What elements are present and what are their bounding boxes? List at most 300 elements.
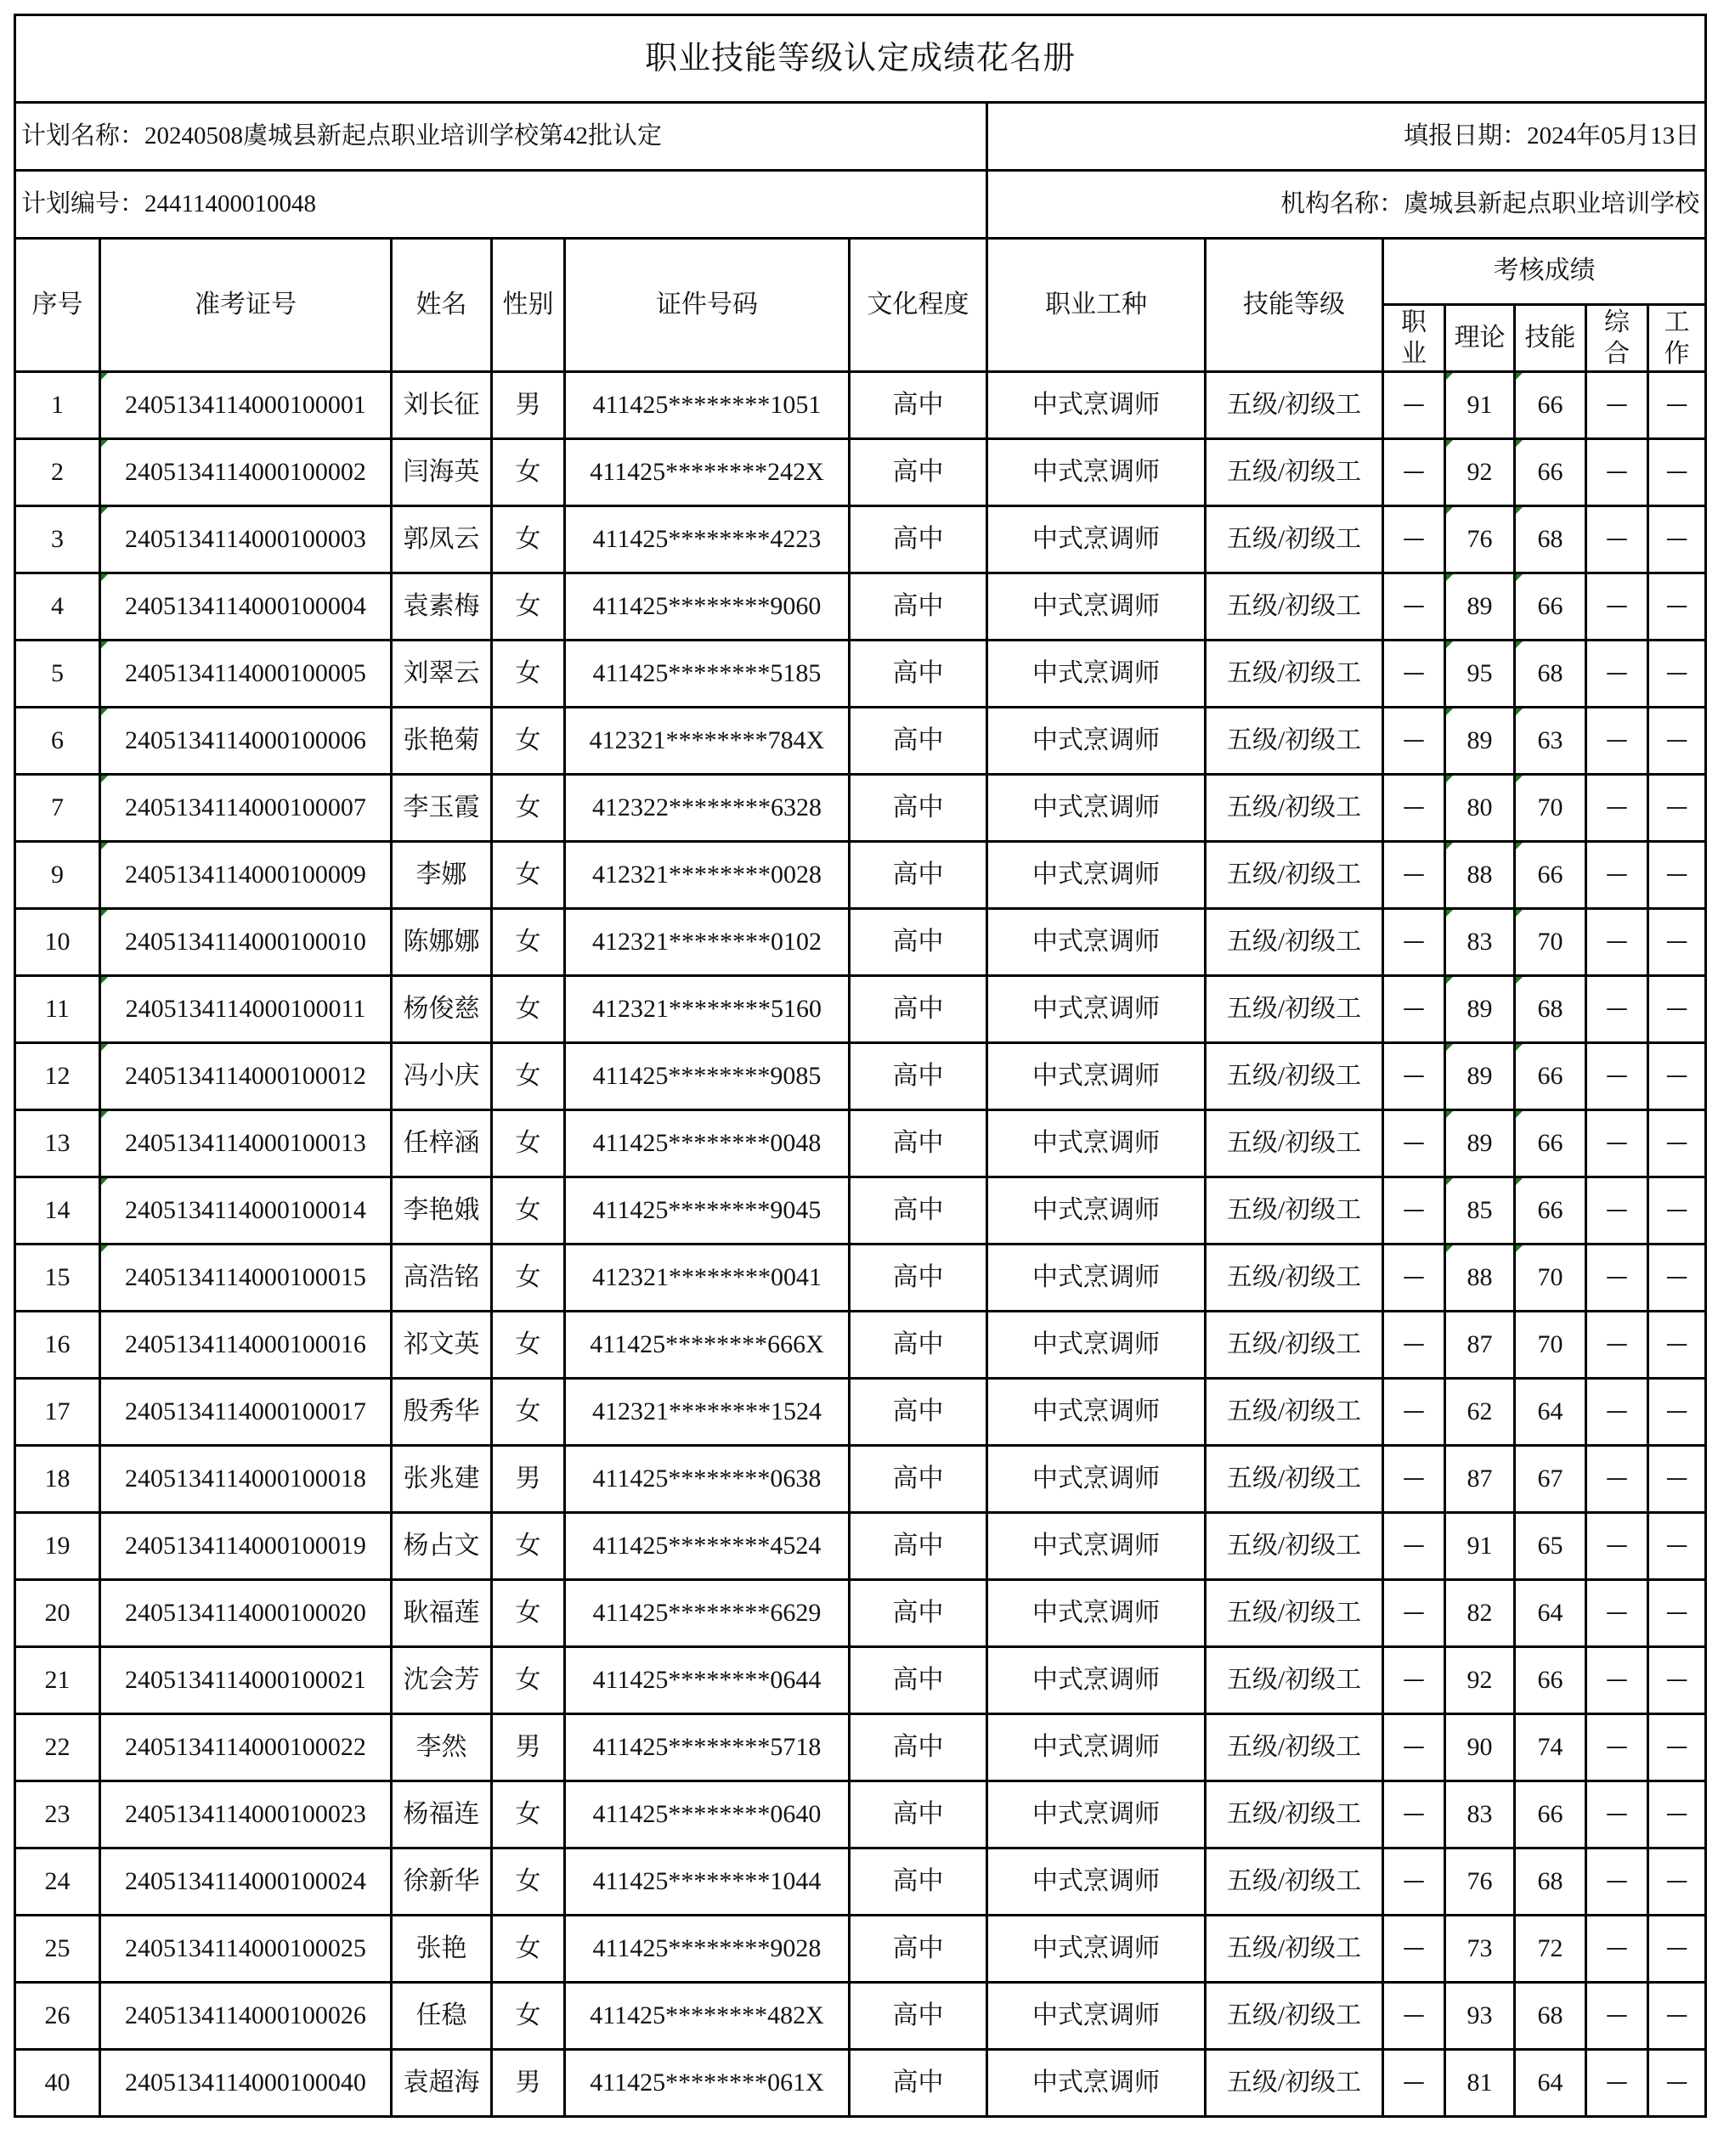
cell-education: 高中 [850,1580,987,1647]
cell-theory: 95 [1445,641,1515,708]
cell-skill: 74 [1515,1714,1586,1781]
cell-gender: 女 [492,1647,565,1714]
cell-id-number: 412321********0102 [565,909,850,976]
cell-occupation: 中式烹调师 [987,1379,1206,1446]
cell-id-number: 411425********5718 [565,1714,850,1781]
table-row [15,1647,1706,1714]
table-row [15,506,1706,573]
cell-occupation: 中式烹调师 [987,775,1206,842]
cell-gender: 女 [492,1312,565,1379]
cell-seq: 7 [15,775,100,842]
cell-occupation: 中式烹调师 [987,1916,1206,1983]
cell-skill-level: 五级/初级工 [1206,372,1383,439]
cell-seq: 1 [15,372,100,439]
plan-id-cell [15,171,987,239]
cell-skill: 68 [1515,506,1586,573]
cell-exam-id: 2405134114000100021 [100,1647,392,1714]
cell-name: 杨俊慈 [392,976,492,1043]
cell-theory: 93 [1445,1983,1515,2050]
table-row [15,1916,1706,1983]
cell-name: 高浩铭 [392,1244,492,1312]
cell-vocational: — [1383,1312,1445,1379]
table-row [15,1244,1706,1312]
cell-seq: 16 [15,1312,100,1379]
cell-work: — [1648,641,1706,708]
cell-skill: 65 [1515,1513,1586,1580]
cell-work: — [1648,909,1706,976]
roster-sheet [14,14,1704,2118]
cell-seq: 9 [15,842,100,909]
cell-work: — [1648,2050,1706,2117]
cell-exam-id: 2405134114000100016 [100,1312,392,1379]
cell-exam-id: 2405134114000100022 [100,1714,392,1781]
plan-id-value: 24411400010048 [144,189,316,217]
header-work-char1: 工 [1664,308,1690,336]
cell-seq: 11 [15,976,100,1043]
cell-education: 高中 [850,506,987,573]
cell-comprehensive: — [1586,573,1648,641]
header-education: 文化程度 [850,239,987,372]
table-row [15,439,1706,506]
cell-gender: 男 [492,2050,565,2117]
cell-skill-level: 五级/初级工 [1206,439,1383,506]
cell-skill-level: 五级/初级工 [1206,1177,1383,1244]
cell-name: 杨占文 [392,1513,492,1580]
cell-exam-id: 2405134114000100026 [100,1983,392,2050]
cell-exam-id: 2405134114000100014 [100,1177,392,1244]
cell-occupation: 中式烹调师 [987,976,1206,1043]
cell-comprehensive: — [1586,506,1648,573]
table-row [15,641,1706,708]
cell-skill: 70 [1515,909,1586,976]
org-name-cell [987,171,1706,239]
cell-skill: 67 [1515,1446,1586,1513]
header-comprehensive-char1: 综 [1604,308,1630,336]
cell-seq: 40 [15,2050,100,2117]
table-row [15,1848,1706,1916]
cell-skill-level: 五级/初级工 [1206,1043,1383,1110]
table-row [15,775,1706,842]
cell-skill: 66 [1515,1647,1586,1714]
cell-theory: 91 [1445,1513,1515,1580]
cell-skill-level: 五级/初级工 [1206,1244,1383,1312]
header-work-char2: 作 [1664,340,1690,368]
table-row [15,909,1706,976]
cell-name: 张艳 [392,1916,492,1983]
cell-gender: 女 [492,1983,565,2050]
cell-vocational: — [1383,2050,1445,2117]
cell-name: 张艳菊 [392,708,492,775]
cell-id-number: 412321********0028 [565,842,850,909]
cell-theory: 91 [1445,372,1515,439]
header-vocational-char2: 业 [1401,340,1427,368]
cell-education: 高中 [850,1110,987,1177]
cell-seq: 21 [15,1647,100,1714]
cell-comprehensive: — [1586,1244,1648,1312]
cell-id-number: 411425********482X [565,1983,850,2050]
cell-skill: 66 [1515,842,1586,909]
cell-skill: 68 [1515,976,1586,1043]
cell-skill-level: 五级/初级工 [1206,1916,1383,1983]
cell-occupation: 中式烹调师 [987,506,1206,573]
cell-theory: 88 [1445,1244,1515,1312]
cell-comprehensive: — [1586,775,1648,842]
cell-seq: 12 [15,1043,100,1110]
cell-gender: 男 [492,1446,565,1513]
cell-id-number: 412321********0041 [565,1244,850,1312]
cell-id-number: 411425********6629 [565,1580,850,1647]
cell-comprehensive: — [1586,1513,1648,1580]
table-row [15,1312,1706,1379]
cell-skill-level: 五级/初级工 [1206,1848,1383,1916]
cell-name: 任梓涵 [392,1110,492,1177]
cell-work: — [1648,1446,1706,1513]
cell-skill-level: 五级/初级工 [1206,1513,1383,1580]
cell-education: 高中 [850,1312,987,1379]
cell-seq: 22 [15,1714,100,1781]
cell-work: — [1648,1043,1706,1110]
cell-gender: 女 [492,775,565,842]
cell-skill-level: 五级/初级工 [1206,506,1383,573]
cell-exam-id: 2405134114000100006 [100,708,392,775]
table-row [15,1043,1706,1110]
cell-vocational: — [1383,1043,1445,1110]
cell-vocational: — [1383,641,1445,708]
cell-skill: 66 [1515,439,1586,506]
cell-work: — [1648,1244,1706,1312]
cell-occupation: 中式烹调师 [987,1446,1206,1513]
cell-work: — [1648,842,1706,909]
cell-exam-id: 2405134114000100001 [100,372,392,439]
cell-theory: 85 [1445,1177,1515,1244]
cell-gender: 女 [492,1848,565,1916]
cell-gender: 男 [492,1714,565,1781]
cell-vocational: — [1383,439,1445,506]
roster-body [15,372,1706,2117]
cell-vocational: — [1383,573,1445,641]
cell-theory: 90 [1445,1714,1515,1781]
cell-seq: 13 [15,1110,100,1177]
cell-comprehensive: — [1586,1043,1648,1110]
cell-gender: 女 [492,1580,565,1647]
cell-work: — [1648,775,1706,842]
cell-vocational: — [1383,372,1445,439]
table-row [15,1714,1706,1781]
cell-skill: 66 [1515,372,1586,439]
cell-name: 刘翠云 [392,641,492,708]
cell-skill: 68 [1515,1848,1586,1916]
cell-work: — [1648,1110,1706,1177]
cell-name: 杨福连 [392,1781,492,1848]
cell-skill: 68 [1515,1983,1586,2050]
cell-occupation: 中式烹调师 [987,641,1206,708]
cell-name: 陈娜娜 [392,909,492,976]
cell-vocational: — [1383,775,1445,842]
cell-skill: 66 [1515,1043,1586,1110]
cell-vocational: — [1383,1244,1445,1312]
cell-skill: 64 [1515,1379,1586,1446]
table-row [15,1983,1706,2050]
header-theory: 理论 [1445,305,1515,372]
cell-theory: 73 [1445,1916,1515,1983]
cell-exam-id: 2405134114000100025 [100,1916,392,1983]
cell-id-number: 411425********0048 [565,1110,850,1177]
cell-seq: 10 [15,909,100,976]
table-row [15,1379,1706,1446]
cell-work: — [1648,708,1706,775]
cell-comprehensive: — [1586,372,1648,439]
cell-gender: 女 [492,1513,565,1580]
cell-vocational: — [1383,842,1445,909]
cell-name: 任稳 [392,1983,492,2050]
cell-seq: 26 [15,1983,100,2050]
cell-comprehensive: — [1586,1714,1648,1781]
cell-occupation: 中式烹调师 [987,1983,1206,2050]
cell-vocational: — [1383,909,1445,976]
cell-id-number: 411425********0644 [565,1647,850,1714]
cell-comprehensive: — [1586,909,1648,976]
cell-exam-id: 2405134114000100003 [100,506,392,573]
cell-gender: 女 [492,976,565,1043]
cell-occupation: 中式烹调师 [987,1244,1206,1312]
cell-education: 高中 [850,1244,987,1312]
table-row [15,1446,1706,1513]
header-skill-level: 技能等级 [1206,239,1383,372]
cell-work: — [1648,1916,1706,1983]
cell-name: 沈会芳 [392,1647,492,1714]
cell-name: 李玉霞 [392,775,492,842]
cell-skill-level: 五级/初级工 [1206,2050,1383,2117]
cell-occupation: 中式烹调师 [987,439,1206,506]
header-id-number: 证件号码 [565,239,850,372]
cell-occupation: 中式烹调师 [987,1043,1206,1110]
cell-vocational: — [1383,1983,1445,2050]
cell-gender: 女 [492,708,565,775]
cell-id-number: 411425********9085 [565,1043,850,1110]
cell-education: 高中 [850,1781,987,1848]
cell-seq: 4 [15,573,100,641]
cell-id-number: 411425********4223 [565,506,850,573]
cell-education: 高中 [850,641,987,708]
cell-skill-level: 五级/初级工 [1206,573,1383,641]
cell-work: — [1648,372,1706,439]
cell-comprehensive: — [1586,1379,1648,1446]
cell-theory: 89 [1445,1043,1515,1110]
cell-seq: 2 [15,439,100,506]
cell-skill-level: 五级/初级工 [1206,1379,1383,1446]
cell-exam-id: 2405134114000100018 [100,1446,392,1513]
cell-skill: 66 [1515,1110,1586,1177]
cell-seq: 18 [15,1446,100,1513]
cell-id-number: 411425********0640 [565,1781,850,1848]
cell-name: 冯小庆 [392,1043,492,1110]
cell-name: 耿福莲 [392,1580,492,1647]
cell-comprehensive: — [1586,1110,1648,1177]
cell-education: 高中 [850,573,987,641]
cell-skill: 64 [1515,1580,1586,1647]
cell-gender: 女 [492,1379,565,1446]
cell-vocational: — [1383,1714,1445,1781]
cell-occupation: 中式烹调师 [987,372,1206,439]
header-comprehensive-char2: 合 [1604,340,1630,368]
cell-comprehensive: — [1586,1983,1648,2050]
cell-comprehensive: — [1586,439,1648,506]
cell-theory: 81 [1445,2050,1515,2117]
cell-skill: 63 [1515,708,1586,775]
cell-exam-id: 2405134114000100002 [100,439,392,506]
cell-id-number: 411425********9060 [565,573,850,641]
cell-work: — [1648,1714,1706,1781]
cell-theory: 89 [1445,1110,1515,1177]
cell-theory: 82 [1445,1580,1515,1647]
cell-occupation: 中式烹调师 [987,842,1206,909]
cell-work: — [1648,1647,1706,1714]
cell-occupation: 中式烹调师 [987,1110,1206,1177]
table-row [15,1177,1706,1244]
table-row [15,1513,1706,1580]
cell-exam-id: 2405134114000100013 [100,1110,392,1177]
cell-name: 刘长征 [392,372,492,439]
cell-work: — [1648,573,1706,641]
cell-gender: 女 [492,909,565,976]
cell-gender: 女 [492,506,565,573]
cell-work: — [1648,1177,1706,1244]
cell-exam-id: 2405134114000100007 [100,775,392,842]
cell-education: 高中 [850,1446,987,1513]
roster-table [14,14,1707,2118]
cell-id-number: 411425********4524 [565,1513,850,1580]
cell-name: 李然 [392,1714,492,1781]
cell-skill: 70 [1515,775,1586,842]
cell-vocational: — [1383,1580,1445,1647]
header-seq: 序号 [15,239,100,372]
cell-vocational: — [1383,1446,1445,1513]
cell-name: 李娜 [392,842,492,909]
cell-theory: 87 [1445,1312,1515,1379]
cell-exam-id: 2405134114000100011 [100,976,392,1043]
header-skill: 技能 [1515,305,1586,372]
table-row [15,976,1706,1043]
cell-comprehensive: — [1586,1177,1648,1244]
cell-gender: 女 [492,1177,565,1244]
cell-theory: 76 [1445,1848,1515,1916]
cell-comprehensive: — [1586,2050,1648,2117]
cell-occupation: 中式烹调师 [987,1580,1206,1647]
cell-theory: 80 [1445,775,1515,842]
cell-gender: 女 [492,1244,565,1312]
cell-education: 高中 [850,708,987,775]
cell-seq: 19 [15,1513,100,1580]
cell-seq: 23 [15,1781,100,1848]
header-exam-id: 准考证号 [100,239,392,372]
cell-skill-level: 五级/初级工 [1206,1647,1383,1714]
cell-theory: 76 [1445,506,1515,573]
table-row [15,2050,1706,2117]
cell-education: 高中 [850,1647,987,1714]
cell-name: 徐新华 [392,1848,492,1916]
cell-vocational: — [1383,1379,1445,1446]
cell-skill-level: 五级/初级工 [1206,1312,1383,1379]
cell-skill-level: 五级/初级工 [1206,976,1383,1043]
cell-education: 高中 [850,2050,987,2117]
cell-theory: 83 [1445,909,1515,976]
fill-date-label: 填报日期： [1404,121,1528,150]
cell-id-number: 411425********1044 [565,1848,850,1916]
cell-education: 高中 [850,372,987,439]
cell-exam-id: 2405134114000100010 [100,909,392,976]
cell-skill-level: 五级/初级工 [1206,641,1383,708]
cell-occupation: 中式烹调师 [987,2050,1206,2117]
cell-id-number: 411425********242X [565,439,850,506]
cell-exam-id: 2405134114000100019 [100,1513,392,1580]
cell-work: — [1648,1983,1706,2050]
cell-gender: 女 [492,439,565,506]
cell-comprehensive: — [1586,708,1648,775]
cell-theory: 92 [1445,439,1515,506]
cell-work: — [1648,1781,1706,1848]
cell-seq: 20 [15,1580,100,1647]
cell-education: 高中 [850,1848,987,1916]
header-scores-group: 考核成绩 [1383,239,1706,305]
cell-comprehensive: — [1586,1781,1648,1848]
header-gender: 性别 [492,239,565,372]
cell-education: 高中 [850,976,987,1043]
cell-comprehensive: — [1586,1647,1648,1714]
cell-seq: 24 [15,1848,100,1916]
cell-work: — [1648,1848,1706,1916]
cell-skill-level: 五级/初级工 [1206,842,1383,909]
cell-exam-id: 2405134114000100004 [100,573,392,641]
cell-id-number: 411425********0638 [565,1446,850,1513]
cell-skill-level: 五级/初级工 [1206,775,1383,842]
cell-comprehensive: — [1586,1848,1648,1916]
cell-skill: 70 [1515,1244,1586,1312]
cell-id-number: 412321********5160 [565,976,850,1043]
cell-education: 高中 [850,1714,987,1781]
cell-seq: 14 [15,1177,100,1244]
cell-work: — [1648,1513,1706,1580]
cell-comprehensive: — [1586,842,1648,909]
cell-exam-id: 2405134114000100023 [100,1781,392,1848]
cell-theory: 83 [1445,1781,1515,1848]
cell-theory: 87 [1445,1446,1515,1513]
cell-occupation: 中式烹调师 [987,909,1206,976]
cell-seq: 5 [15,641,100,708]
cell-exam-id: 2405134114000100040 [100,2050,392,2117]
cell-skill-level: 五级/初级工 [1206,909,1383,976]
cell-work: — [1648,506,1706,573]
cell-education: 高中 [850,775,987,842]
cell-education: 高中 [850,1513,987,1580]
table-row [15,1781,1706,1848]
cell-exam-id: 2405134114000100012 [100,1043,392,1110]
cell-vocational: — [1383,1110,1445,1177]
cell-skill: 72 [1515,1916,1586,1983]
cell-skill-level: 五级/初级工 [1206,1781,1383,1848]
cell-seq: 25 [15,1916,100,1983]
plan-name-cell [15,103,987,171]
cell-name: 闫海英 [392,439,492,506]
cell-comprehensive: — [1586,1446,1648,1513]
cell-id-number: 411425********9045 [565,1177,850,1244]
cell-skill: 66 [1515,573,1586,641]
cell-vocational: — [1383,1177,1445,1244]
cell-comprehensive: — [1586,976,1648,1043]
cell-exam-id: 2405134114000100020 [100,1580,392,1647]
cell-skill-level: 五级/初级工 [1206,1580,1383,1647]
cell-name: 袁超海 [392,2050,492,2117]
cell-work: — [1648,976,1706,1043]
